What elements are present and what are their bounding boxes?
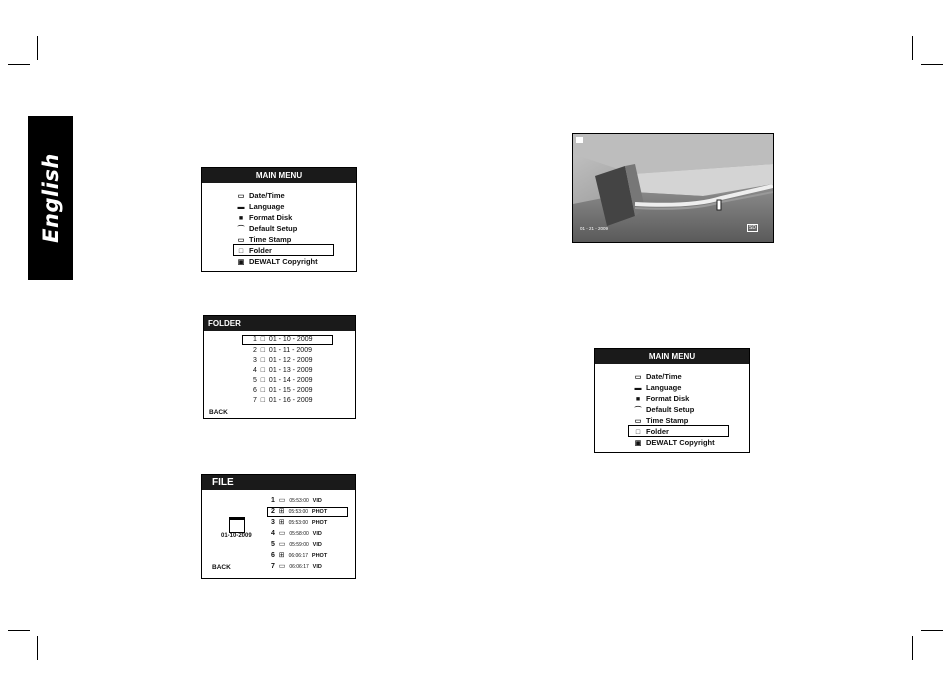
menu-item-default-setup[interactable]: ⌒ Default Setup [237,224,298,233]
crop-mark [8,630,30,631]
folder-icon: □ [238,248,244,255]
reset-arrow-icon: ⌒ [634,407,642,414]
sd-card-icon: SD [749,225,756,231]
folder-row[interactable]: 7 □ 01 - 16 - 2009 [253,397,313,404]
photo-icon: ⊞ [278,519,285,526]
folder-title: FOLDER [204,316,355,331]
disk-icon: ■ [635,396,641,403]
file-row[interactable]: 1 ▭ 05:53:00 VID [271,497,322,504]
back-button[interactable]: BACK [209,409,228,416]
folder-row[interactable]: 3 □ 01 - 12 - 2009 [253,357,313,364]
folder-icon: □ [260,367,266,374]
folder-icon: □ [260,387,266,394]
back-button[interactable]: BACK [212,564,231,571]
copyright-icon: ▣ [634,440,642,447]
menu-item-time-stamp[interactable]: ▭ Time Stamp [634,416,689,425]
copyright-icon: ▣ [237,259,245,266]
video-icon: ▭ [278,530,286,537]
main-menu-panel-right [594,348,750,453]
camera-photo [572,133,774,243]
folder-date-label: 01-10-2009 [221,533,252,539]
folder-icon: □ [260,397,266,404]
file-row[interactable]: 7 ▭ 06:06:17 VID [271,563,322,570]
folder-panel [203,315,356,419]
folder-row[interactable]: 5 □ 01 - 14 - 2009 [253,377,313,384]
menu-item-copyright[interactable]: ▣ DEWALT Copyright [634,438,715,447]
calendar-icon: ▭ [634,374,642,381]
crop-mark [912,636,913,660]
folder-icon: □ [260,357,266,364]
reset-arrow-icon: ⌒ [237,226,245,233]
file-panel [201,474,356,579]
file-row[interactable]: 4 ▭ 05:58:00 VID [271,530,322,537]
folder-row[interactable]: 1 □ 01 - 10 - 2009 [253,336,313,343]
photo-icon: ⊞ [278,552,285,559]
menu-item-format-disk[interactable]: ■ Format Disk [236,212,292,223]
file-title: FILE [202,475,355,490]
menu-item-format-disk[interactable]: ■ Format Disk [633,393,689,404]
folder-icon: □ [260,336,266,343]
menu-item-copyright[interactable]: ▣ DEWALT Copyright [237,257,318,266]
photo-date-stamp: 01 - 21 - 2009 [580,226,609,231]
stamp-icon: ▭ [237,237,245,244]
folder-icon [229,517,245,533]
folder-row[interactable]: 4 □ 01 - 13 - 2009 [253,367,313,374]
disk-icon: ■ [238,215,244,222]
speech-bubble-icon: ▬ [634,385,642,392]
crop-mark [37,636,38,660]
menu-item-date-time[interactable]: ▭ Date/Time [634,372,682,381]
file-row[interactable]: 3 ⊞ 05:53:00 PHOT [271,519,328,526]
menu-item-date-time[interactable]: ▭ Date/Time [237,191,285,200]
crop-mark [37,36,38,60]
stamp-icon: ▭ [634,418,642,425]
main-menu-title: MAIN MENU [595,349,749,364]
file-row[interactable]: 2 ⊞ 05:53:00 PHOT [271,508,328,515]
file-row[interactable]: 6 ⊞ 06:06:17 PHOT [271,552,328,559]
photo-icon: ⊞ [278,508,285,515]
menu-item-language[interactable]: ▬ Language [634,383,682,392]
video-icon: ▭ [278,497,286,504]
video-icon: ▭ [278,541,286,548]
calendar-icon: ▭ [237,193,245,200]
crop-mark [921,630,943,631]
folder-icon: □ [260,347,266,354]
language-tab [28,116,73,280]
speech-bubble-icon: ▬ [237,204,245,211]
folder-row[interactable]: 2 □ 01 - 11 - 2009 [253,347,312,354]
menu-item-language[interactable]: ▬ Language [237,202,285,211]
folder-row[interactable]: 6 □ 01 - 15 - 2009 [253,387,313,394]
crop-mark [8,64,30,65]
menu-item-default-setup[interactable]: ⌒ Default Setup [634,405,695,414]
language-tab-label: English [38,153,63,243]
main-menu-title: MAIN MENU [202,168,356,183]
menu-item-folder[interactable]: □ Folder [633,426,669,437]
crop-mark [921,64,943,65]
menu-item-folder[interactable]: □ Folder [236,245,272,256]
main-menu-panel-left [201,167,357,272]
folder-icon: □ [260,377,266,384]
folder-icon: □ [635,429,641,436]
video-icon: ▭ [278,563,286,570]
file-row[interactable]: 5 ▭ 05:59:00 VID [271,541,322,548]
menu-item-time-stamp[interactable]: ▭ Time Stamp [237,235,292,244]
crop-mark [912,36,913,60]
